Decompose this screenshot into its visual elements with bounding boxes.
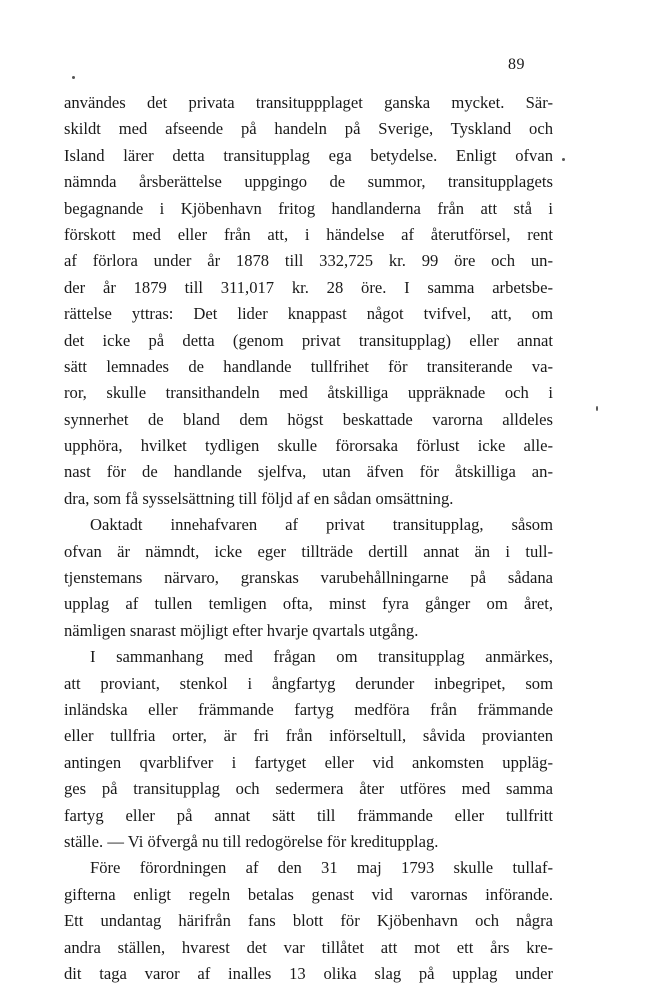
text-line: Ett undantag härifrån fans blott för Kjöbenhavn och några: [64, 911, 553, 931]
text-line: det icke på detta (genom privat transitupplag) eller annat: [64, 330, 553, 350]
text-line: dra, som få sysselsättning till följd af en sådan omsättning.: [64, 488, 454, 508]
text-line: gifterna enligt regeln betalas genast vid varornas införande.: [64, 884, 553, 904]
text-line: fartyg eller på annat sätt till främmande eller tullfritt: [64, 805, 553, 825]
text-line: I sammanhang med frågan om transitupplag anmärkes,: [90, 647, 553, 667]
body-text: [64, 90, 553, 987]
text-line: att proviant, stenkol i ångfartyg derunder inbegripet, som: [64, 673, 553, 693]
text-line: synnerhet de bland dem högst beskattade varorna alldeles: [64, 409, 553, 429]
text-line: nast för de handlande sjelfva, utan äfven för åtskilliga an-: [64, 462, 553, 482]
text-line: ges på transitupplag och sedermera åter utföres med samma: [64, 779, 553, 799]
page-number: 89: [508, 56, 525, 73]
text-line: nämnda årsberättelse uppgingo de summor, transitupplagets: [64, 172, 553, 192]
text-line: begagnande i Kjöbenhavn fritog handlanderna från att stå i: [64, 198, 553, 218]
text-line: förskott med eller från att, i händelse af återutförsel, rent: [64, 224, 553, 244]
text-line: ofvan är nämndt, icke eger tillträde dertill annat än i tull-: [64, 541, 553, 561]
text-line: upplag af tullen temligen ofta, minst fyra gånger om året,: [64, 594, 553, 614]
text-line: rättelse yttras: Det lider knappast något tvifvel, att, om: [64, 304, 553, 324]
text-line: Island lärer detta transitupplag ega betydelse. Enligt ofvan: [64, 145, 553, 165]
text-line: upphöra, hvilket tydligen skulle förorsaka förlust icke alle-: [64, 436, 553, 456]
text-line: nämligen snarast möjligt efter hvarje qvartals utgång.: [64, 620, 419, 640]
text-line: inländska eller främmande fartyg medföra från främmande: [64, 699, 553, 719]
text-line: dit taga varor af inalles 13 olika slag på upplag under: [64, 963, 553, 983]
text-line: Oaktadt innehafvaren af privat transitupplag, såsom: [90, 515, 553, 535]
ink-speck: [562, 158, 565, 161]
text-line: användes det privata transituppplaget ganska mycket. Sär-: [64, 93, 553, 112]
text-line: af förlora under år 1878 till 332,725 kr. 99 öre och un-: [64, 251, 553, 271]
text-line: der år 1879 till 311,017 kr. 28 öre. I samma arbetsbe-: [64, 277, 553, 297]
text-line: Före förordningen af den 31 maj 1793 skulle tullaf-: [90, 858, 553, 878]
ink-speck: [72, 76, 75, 79]
text-line: sätt lemnades de handlande tullfrihet för transiterande va-: [64, 356, 553, 376]
text-line: eller tullfria orter, är fri från införseltull, såvida provianten: [64, 726, 553, 746]
text-line: ställe. — Vi öfvergå nu till redogörelse för kreditupplag.: [64, 831, 439, 851]
text-line: antingen qvarblifver i fartyget eller vid ankomsten uppläg-: [64, 752, 553, 772]
ink-speck: [596, 406, 598, 411]
text-line: tjenstemans närvaro, granskas varubehållningarne på sådana: [64, 568, 553, 588]
text-line: ror, skulle transithandeln med åtskilliga uppräknade och i: [64, 383, 553, 403]
text-line: andra ställen, hvarest det var tillåtet att mot ett års kre-: [64, 937, 553, 957]
text-line: skildt med afseende på handeln på Sverige, Tyskland och: [64, 119, 553, 139]
